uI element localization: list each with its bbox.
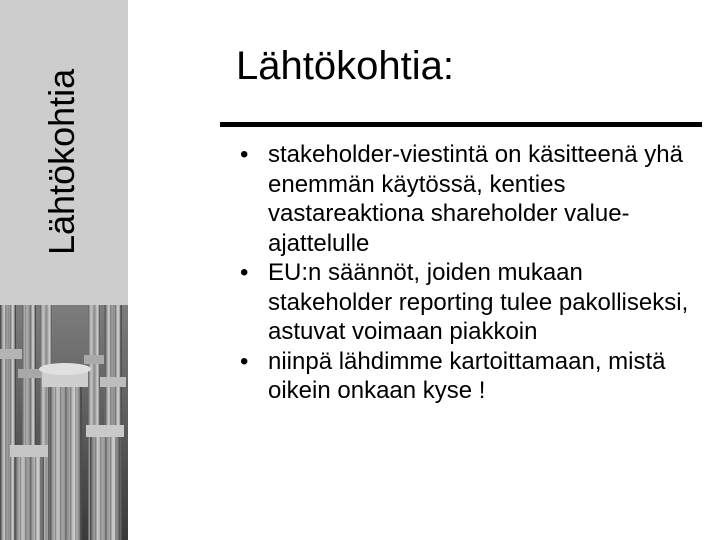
bullet-text: EU:n säännöt, joiden mukaan stakeholder reporting tulee pakolliseksi, astuvat voimaan piakkoin (268, 259, 689, 345)
list-item (236, 140, 706, 258)
slide-title: Lähtökohtia: (236, 44, 454, 88)
sidebar (0, 0, 128, 540)
bullet-text: stakeholder-viestintä on käsitteenä yhä enemmän käytössä, kenties vastareaktiona shareholder value-ajattelulle (268, 141, 683, 257)
bullet-marker: • (240, 141, 249, 168)
list-item (236, 258, 706, 347)
bullet-marker: • (240, 347, 249, 375)
bullet-text: niinpä lähdimme kartoittamaan, mistä oikein onkaan kyse ! (268, 347, 666, 404)
bullet-list (236, 140, 706, 406)
greek-columns-icon (0, 305, 128, 540)
sidebar-title: Lähtökohtia (41, 68, 82, 255)
bullet-marker: • (240, 259, 249, 286)
title-divider (220, 122, 702, 127)
list-item (236, 347, 706, 406)
